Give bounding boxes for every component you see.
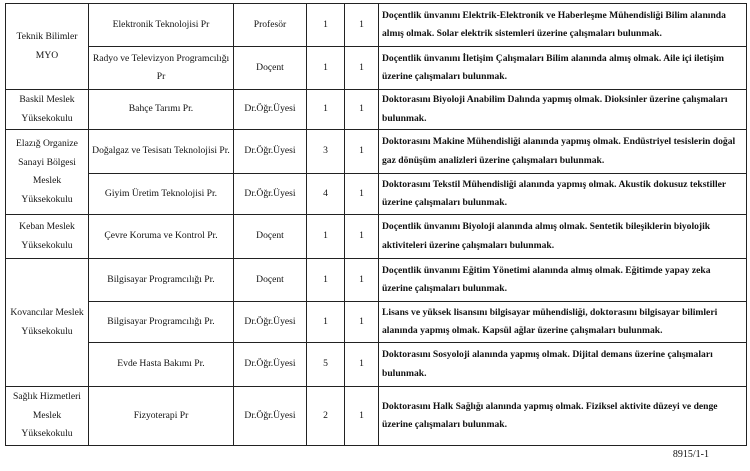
count-cell: 1: [345, 47, 379, 90]
table-row: [6, 302, 747, 343]
program-cell: Elektronik Teknolojisi Pr: [89, 4, 234, 47]
count-cell: 1: [307, 90, 345, 130]
title-cell: Dr.Öğr.Üyesi: [234, 90, 307, 130]
count-cell: 1: [307, 302, 345, 343]
count-cell: 1: [345, 302, 379, 343]
program-cell: Evde Hasta Bakımı Pr.: [89, 343, 234, 387]
count-cell: 1: [307, 259, 345, 302]
title-cell: Dr.Öğr.Üyesi: [234, 343, 307, 387]
positions-table: [5, 3, 747, 446]
table-row: [6, 387, 747, 446]
description-cell: Doktorasını Tekstil Mühendisliği alanında yapmış olmak. Akustik dokusuz tekstiller üzerine çalışmaları bulunmak.: [379, 174, 747, 215]
table-row: [6, 259, 747, 302]
title-cell: Dr.Öğr.Üyesi: [234, 174, 307, 215]
title-cell: Doçent: [234, 47, 307, 90]
count-cell: 5: [307, 343, 345, 387]
count-cell: 1: [345, 130, 379, 174]
count-cell: 1: [345, 174, 379, 215]
count-cell: 2: [307, 387, 345, 446]
count-cell: 1: [345, 90, 379, 130]
program-cell: Giyim Üretim Teknolojisi Pr.: [89, 174, 234, 215]
count-cell: 1: [345, 387, 379, 446]
unit-cell: Teknik Bilimler MYO: [6, 4, 89, 90]
description-cell: Doktorasını Sosyoloji alanında yapmış olmak. Dijital demans üzerine çalışmaları bulunmak.: [379, 343, 747, 387]
title-cell: Doçent: [234, 215, 307, 259]
count-cell: 1: [345, 4, 379, 47]
table-row: [6, 90, 747, 130]
table-row: [6, 130, 747, 174]
title-cell: Dr.Öğr.Üyesi: [234, 130, 307, 174]
unit-cell: Elazığ Organize Sanayi Bölgesi Meslek Yüksekokulu: [6, 130, 89, 215]
count-cell: 1: [307, 215, 345, 259]
count-cell: 3: [307, 130, 345, 174]
title-cell: Doçent: [234, 259, 307, 302]
program-cell: Çevre Koruma ve Kontrol Pr.: [89, 215, 234, 259]
unit-cell: Sağlık Hizmetleri Meslek Yüksekokulu: [6, 387, 89, 446]
table-row: [6, 215, 747, 259]
description-cell: Doçentlik ünvanını Elektrik-Elektronik ve Haberleşme Mühendisliği Bilim alanında almış olmak. Solar elektrik sistemleri üzerine çalışmaları bulunmak.: [379, 4, 747, 47]
program-cell: Bahçe Tarımı Pr.: [89, 90, 234, 130]
count-cell: 1: [345, 215, 379, 259]
description-cell: Doçentlik ünvanını İletişim Çalışmaları Bilim alanında almış olmak. Aile içi iletişim üzerine çalışmaları bulunmak.: [379, 47, 747, 90]
title-cell: Dr.Öğr.Üyesi: [234, 387, 307, 446]
table-row: [6, 174, 747, 215]
table-row: [6, 47, 747, 90]
program-cell: Radyo ve Televizyon Programcılığı Pr: [89, 47, 234, 90]
description-cell: Doktorasını Biyoloji Anabilim Dalında yapmış olmak. Dioksinler üzerine çalışmaları bulunmak.: [379, 90, 747, 130]
unit-cell: Kovancılar Meslek Yüksekokulu: [6, 259, 89, 387]
description-cell: Doçentlik ünvanını Eğitim Yönetimi alanında almış olmak. Eğitimde yapay zeka üzerine çalışmaları bulunmak.: [379, 259, 747, 302]
description-cell: Doktorasını Makine Mühendisliği alanında yapmış olmak. Endüstriyel tesislerin doğal gaz dönüşüm analizleri üzerine çalışmaları bulunmak.: [379, 130, 747, 174]
count-cell: 1: [345, 259, 379, 302]
program-cell: Bilgisayar Programcılığı Pr.: [89, 259, 234, 302]
table-row: [6, 4, 747, 47]
unit-cell: Keban Meslek Yüksekokulu: [6, 215, 89, 259]
program-cell: Fizyoterapi Pr: [89, 387, 234, 446]
program-cell: Bilgisayar Programcılığı Pr.: [89, 302, 234, 343]
description-cell: Doktorasını Halk Sağlığı alanında yapmış olmak. Fiziksel aktivite düzeyi ve denge üzerine çalışmaları bulunmak.: [379, 387, 747, 446]
count-cell: 1: [307, 47, 345, 90]
count-cell: 4: [307, 174, 345, 215]
count-cell: 1: [345, 343, 379, 387]
title-cell: Profesör: [234, 4, 307, 47]
description-cell: Doçentlik ünvanını Biyoloji alanında almış olmak. Sentetik bileşiklerin biyolojik aktiviteleri üzerine çalışmaları bulunmak.: [379, 215, 747, 259]
program-cell: Doğalgaz ve Tesisatı Teknolojisi Pr.: [89, 130, 234, 174]
title-cell: Dr.Öğr.Üyesi: [234, 302, 307, 343]
table-row: [6, 343, 747, 387]
description-cell: Lisans ve yüksek lisansını bilgisayar mühendisliği, doktorasını bilgisayar bilimleri alanında yapmış olmak. Kapsül ağlar üzerine çalışmaları bulunmak.: [379, 302, 747, 343]
page-footer-code: 8915/1-1: [672, 449, 709, 460]
count-cell: 1: [307, 4, 345, 47]
unit-cell: Baskil Meslek Yüksekokulu: [6, 90, 89, 130]
